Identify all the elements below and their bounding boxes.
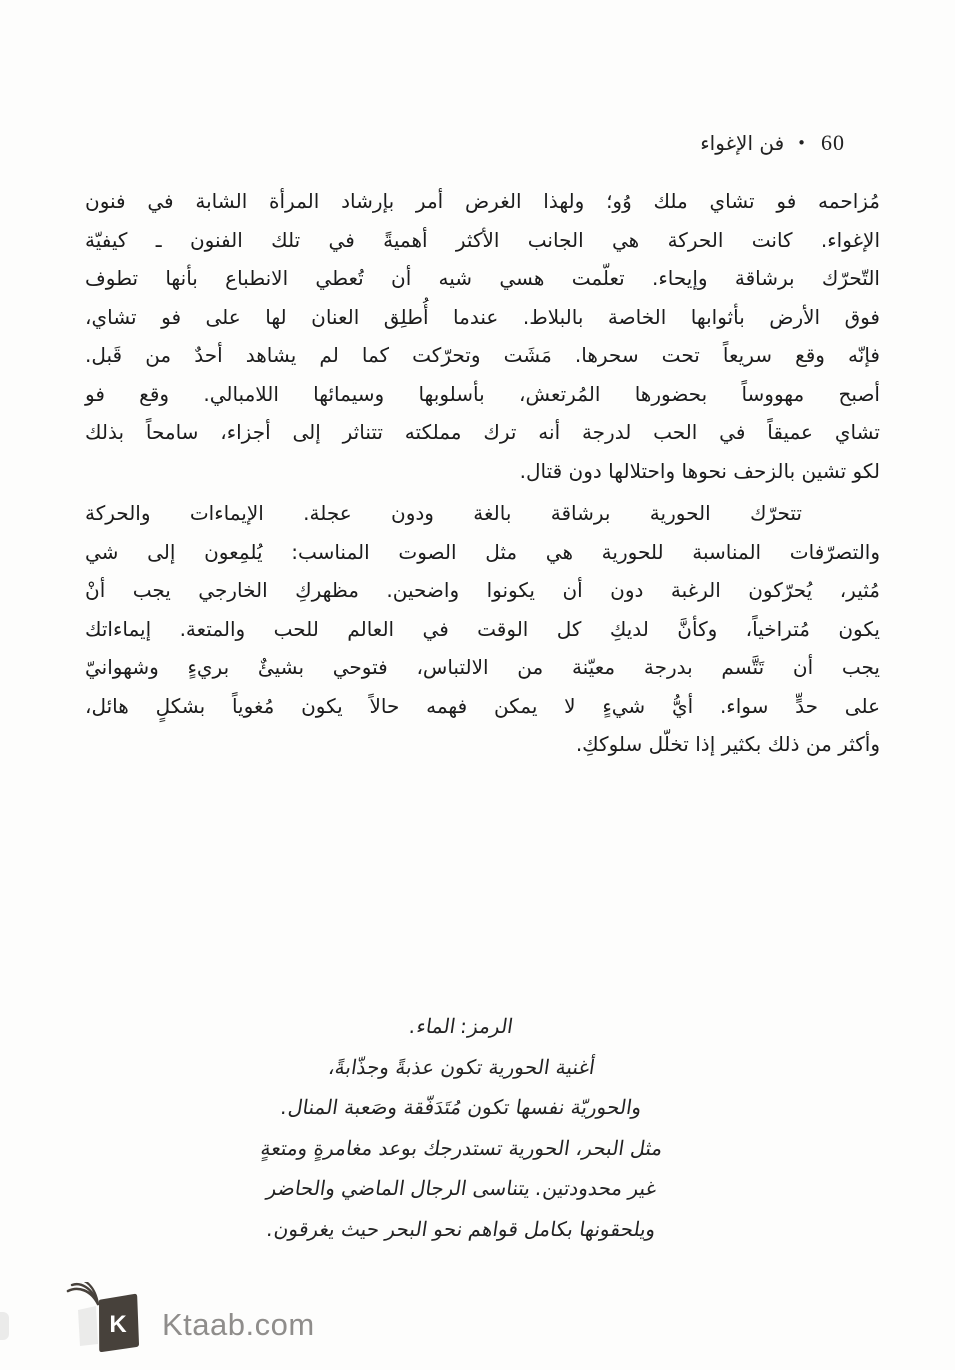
poem-symbol-block [140, 1006, 780, 1250]
paragraph-1 [85, 182, 880, 490]
page-number: 60 [821, 130, 845, 155]
text-line: على حدٍّ سواء. أيُّ شيءٍ لا يمكن فهمه حالاً يكون مُغوياً بشكلٍ هائل، [85, 693, 880, 718]
text-line: مُزاحمه فو تشاي ملك وُو؛ ولهذا الغرض أمر بإرشاد المرأة الشابة في فنون [85, 189, 880, 213]
text-line: التّحرّك برشاقة وإيحاء. تعلّمت هسي شيه أن تُعطي الانطباع بأنها تطوف [85, 266, 880, 290]
brand-name: Ktaab.com [162, 1307, 315, 1342]
text-line: وأكثر من ذلك بكثير إذا تخلّل سلوككِ. [575, 732, 880, 756]
text-line: الإغواء. كانت الحركة هي الجانب الأكثر أهميةً في تلك الفنون ـ كيفيّة [85, 227, 880, 252]
poem-line: أغنية الحورية تكون عذبةً وجذّابةً، [325, 1054, 595, 1079]
book-title: فن الإغواء [700, 131, 785, 155]
text-line: مُثير، يُحرّكون الرغبة دون أن يكونوا واضحين. مظهركِ الخارجي يجب أنْ [85, 578, 880, 602]
header-bullet-icon: • [797, 133, 806, 152]
text-line: أصبح مهووساً بحضورها المُرتعش، بأسلوبها وسيمائها اللامبالي. وقع فو [85, 381, 880, 406]
text-line: لكو تشين بالزحف نحوها واحتلالها دون قتال. [519, 458, 880, 483]
brand-letter: K [109, 1311, 127, 1338]
text-line: والتصرّفات المناسبة للحورية هي مثل الصوت المناسب: يُلمِعون إلى شي [85, 539, 880, 564]
scan-edge-artifact [0, 1312, 9, 1340]
ktaab-watermark [58, 1282, 315, 1354]
page-header [700, 130, 845, 156]
poem-line: ويلحقونها بكامل قواهم نحو البحر حيث يغرقون. [264, 1216, 656, 1241]
poem-line: غير محدودتين. يتناسى الرجال الماضي والحاضر [264, 1176, 656, 1201]
open-book-icon [58, 1282, 148, 1354]
text-line: فإنّه وقع سريعاً تحت سحرها. مَشَت وتحرّكت كما لم يشاهد أحدٌ من قَبل. [85, 343, 880, 367]
poem-line: والحوريّة نفسها تكون مُتَدَفّقة وصَعبة المنال. [278, 1095, 642, 1120]
text-line: يكون مُتراخياً، وكأنَّ لديكِ كل الوقت في العالم للحب والمتعة. إيماءاتك [85, 616, 880, 641]
text-line: تتحرّك الحورية برشاقة بالغة ودون عجلة. الإيماءات والحركة [85, 501, 802, 525]
poem-line: الرمز: الماء. [407, 1014, 513, 1038]
text-line: فوق الأرض بأثوابها الخاصة بالبلاط. عندما أُطلِق العنان لها على فو تشاي، [85, 304, 880, 329]
text-line: تشاي عميقاً في الحب لدرجة أنه ترك مملكته تتناثر إلى أجزاء، سامحاً بذلك [85, 420, 880, 444]
poem-line: مثل البحر، الحورية تستدرجك بوعد مغامرةٍ ومتعةٍ [257, 1135, 663, 1160]
paragraph-2 [85, 494, 880, 764]
text-line: يجب أن تَتَّسم بدرجة معيّنة من الالتباس، فتوحي بشيئٌ بريءٍ وشهوانيّ [85, 655, 880, 679]
